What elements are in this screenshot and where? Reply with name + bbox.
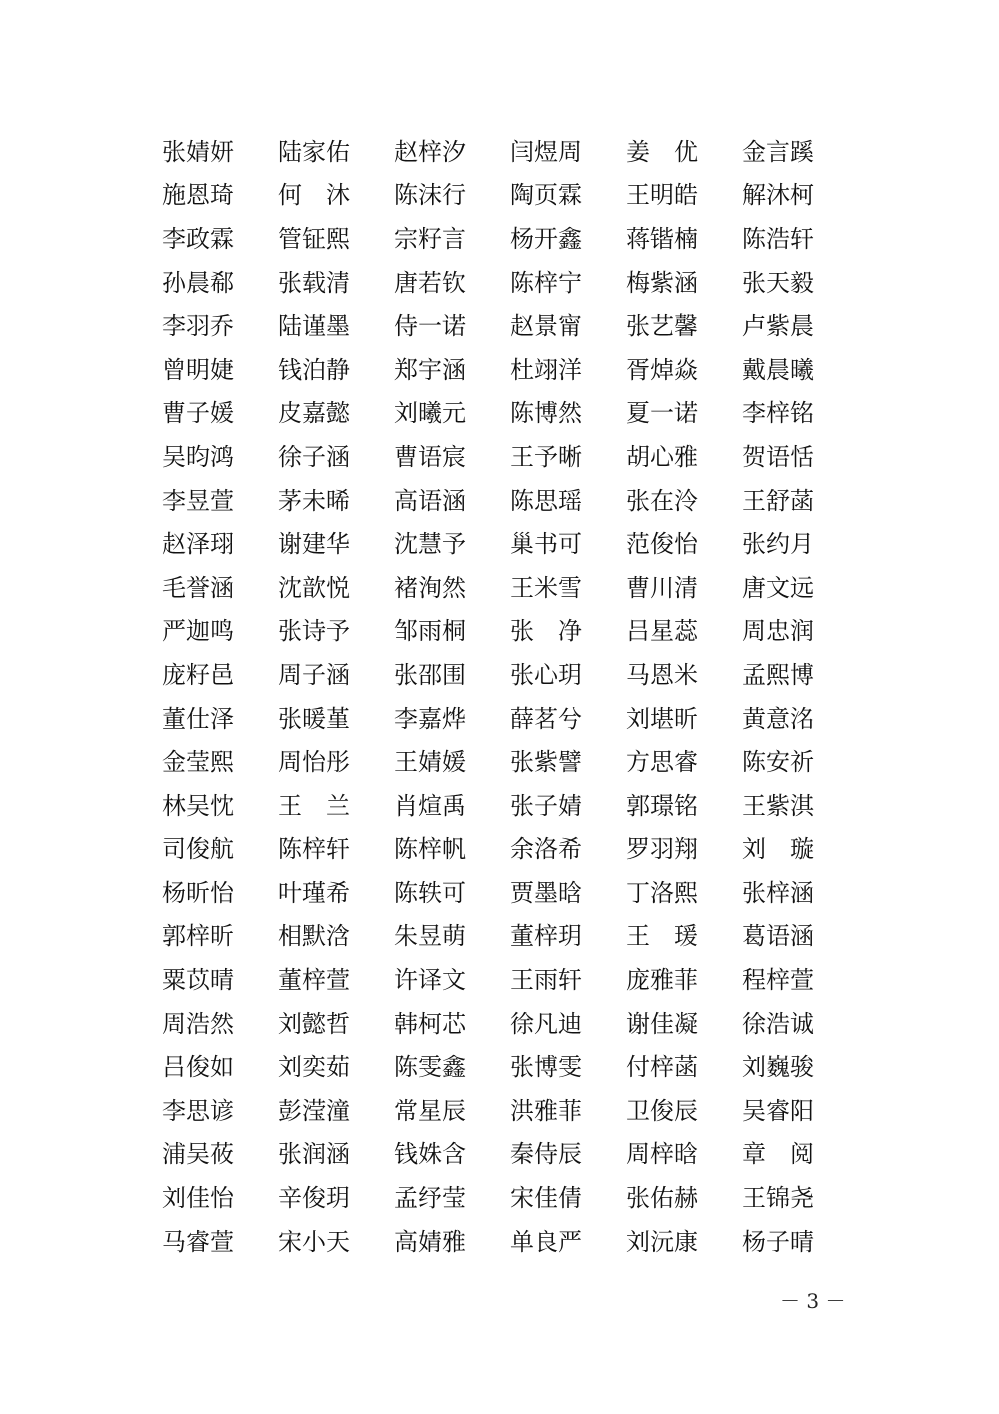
- name-entry: 赵景甯: [510, 312, 582, 341]
- name-entry: 周子涵: [278, 660, 350, 689]
- name-entry: 常星辰: [394, 1096, 466, 1125]
- name-entry: 杨子晴: [742, 1227, 814, 1256]
- name-entry: 金言蹊: [742, 137, 814, 166]
- name-entry: 薛茗兮: [510, 704, 582, 733]
- name-entry: 郭璟铭: [626, 791, 698, 820]
- name-entry: 贾墨晗: [510, 878, 582, 907]
- name-entry: 张邵围: [394, 660, 466, 689]
- name-entry: 茅未晞: [278, 486, 350, 515]
- name-entry: 曾明婕: [162, 355, 234, 384]
- name-entry: 夏一诺: [626, 399, 698, 428]
- name-entry: 郑宇涵: [394, 355, 466, 384]
- name-entry: 毛誉涵: [162, 573, 234, 602]
- name-row: [162, 435, 842, 479]
- name-row: [162, 217, 842, 261]
- name-entry: 王婧媛: [394, 748, 466, 777]
- name-entry: 林吴忱: [162, 791, 234, 820]
- name-entry: 刘懿哲: [278, 1009, 350, 1038]
- name-entry: 蒋锴楠: [626, 224, 698, 253]
- name-entry: 相默浛: [278, 922, 350, 951]
- name-entry: 李羽乔: [162, 312, 234, 341]
- page-number: － 3 －: [780, 1289, 846, 1313]
- name-entry: 胡心雅: [626, 442, 698, 471]
- name-entry: 洪雅菲: [510, 1096, 582, 1125]
- name-entry: 唐若钦: [394, 268, 466, 297]
- name-entry: 沈歆悦: [278, 573, 350, 602]
- name-entry: 张润涵: [278, 1140, 350, 1169]
- name-entry: 董仕泽: [162, 704, 234, 733]
- name-row: [162, 522, 842, 566]
- name-entry: 赵梓汐: [394, 137, 466, 166]
- name-entry: 张梓涵: [742, 878, 814, 907]
- name-entry: 卫俊辰: [626, 1096, 698, 1125]
- name-entry: 皮嘉懿: [278, 399, 350, 428]
- name-entry: 解沐柯: [742, 181, 814, 210]
- name-entry: 黄意洺: [742, 704, 814, 733]
- name-entry: 丁洛熙: [626, 878, 698, 907]
- name-entry: 宋佳倩: [510, 1184, 582, 1213]
- name-entry: 张 净: [510, 617, 582, 646]
- name-entry: 方思睿: [626, 748, 698, 777]
- name-entry: 贺语恬: [742, 442, 814, 471]
- name-entry: 徐浩诚: [742, 1009, 814, 1038]
- name-entry: 章 阅: [742, 1140, 814, 1169]
- name-entry: 褚洵然: [394, 573, 466, 602]
- name-entry: 李政霖: [162, 224, 234, 253]
- name-row: [162, 261, 842, 305]
- name-entry: 张佑赫: [626, 1184, 698, 1213]
- name-entry: 朱昱萌: [394, 922, 466, 951]
- name-row: [162, 130, 842, 174]
- name-entry: 刘堪昕: [626, 704, 698, 733]
- name-entry: 李梓铭: [742, 399, 814, 428]
- name-entry: 庞籽邑: [162, 660, 234, 689]
- name-entry: 陈沫行: [394, 181, 466, 210]
- name-entry: 邹雨桐: [394, 617, 466, 646]
- name-entry: 韩柯芯: [394, 1009, 466, 1038]
- name-entry: 刘奕茹: [278, 1053, 350, 1082]
- name-entry: 司俊航: [162, 835, 234, 864]
- name-entry: 王明皓: [626, 181, 698, 210]
- name-entry: 陈轶可: [394, 878, 466, 907]
- name-entry: 李思谚: [162, 1096, 234, 1125]
- name-entry: 王锦尧: [742, 1184, 814, 1213]
- name-entry: 刘 璇: [742, 835, 814, 864]
- name-entry: 施恩琦: [162, 181, 234, 210]
- name-entry: 张紫譬: [510, 748, 582, 777]
- name-entry: 王予晰: [510, 442, 582, 471]
- name-entry: 吴睿阳: [742, 1096, 814, 1125]
- name-row: [162, 1133, 842, 1177]
- name-entry: 唐文远: [742, 573, 814, 602]
- name-row: [162, 174, 842, 218]
- name-entry: 庞雅菲: [626, 966, 698, 995]
- name-entry: 董梓萱: [278, 966, 350, 995]
- name-entry: 刘佳怡: [162, 1184, 234, 1213]
- name-entry: 陈博然: [510, 399, 582, 428]
- name-entry: 陈浩轩: [742, 224, 814, 253]
- name-entry: 徐子涵: [278, 442, 350, 471]
- name-entry: 钱泊静: [278, 355, 350, 384]
- name-entry: 董梓玥: [510, 922, 582, 951]
- name-entry: 王 瑗: [626, 922, 698, 951]
- name-entry: 孟熙博: [742, 660, 814, 689]
- name-entry: 曹川清: [626, 573, 698, 602]
- name-row: [162, 348, 842, 392]
- name-entry: 肖煊禹: [394, 791, 466, 820]
- name-entry: 付梓菡: [626, 1053, 698, 1082]
- name-row: [162, 566, 842, 610]
- name-entry: 戴晨曦: [742, 355, 814, 384]
- name-entry: 何 沐: [278, 181, 350, 210]
- name-entry: 曹语宸: [394, 442, 466, 471]
- name-entry: 刘曦元: [394, 399, 466, 428]
- name-row: [162, 653, 842, 697]
- name-entry: 卢紫晨: [742, 312, 814, 341]
- name-row: [162, 1176, 842, 1220]
- name-entry: 粟苡晴: [162, 966, 234, 995]
- name-entry: 孟纾莹: [394, 1184, 466, 1213]
- name-entry: 张博雯: [510, 1053, 582, 1082]
- name-entry: 张诗予: [278, 617, 350, 646]
- name-entry: 杜翊洋: [510, 355, 582, 384]
- name-row: [162, 828, 842, 872]
- name-entry: 谢建华: [278, 530, 350, 559]
- name-entry: 胥焯焱: [626, 355, 698, 384]
- name-entry: 李嘉烨: [394, 704, 466, 733]
- name-entry: 高语涵: [394, 486, 466, 515]
- name-entry: 赵泽珝: [162, 530, 234, 559]
- name-row: [162, 871, 842, 915]
- name-entry: 张艺馨: [626, 312, 698, 341]
- name-entry: 张暖堇: [278, 704, 350, 733]
- name-entry: 闫煜周: [510, 137, 582, 166]
- name-row: [162, 740, 842, 784]
- name-row: [162, 1045, 842, 1089]
- name-entry: 沈慧予: [394, 530, 466, 559]
- name-entry: 周忠润: [742, 617, 814, 646]
- name-row: [162, 915, 842, 959]
- name-entry: 彭滢潼: [278, 1096, 350, 1125]
- name-row: [162, 1089, 842, 1133]
- name-entry: 浦吴莜: [162, 1140, 234, 1169]
- name-entry: 秦侍辰: [510, 1140, 582, 1169]
- name-entry: 周浩然: [162, 1009, 234, 1038]
- name-entry: 马恩米: [626, 660, 698, 689]
- name-entry: 巢书可: [510, 530, 582, 559]
- name-entry: 余洛希: [510, 835, 582, 864]
- name-entry: 姜 优: [626, 137, 698, 166]
- name-entry: 张载清: [278, 268, 350, 297]
- name-row: [162, 392, 842, 436]
- name-entry: 王紫淇: [742, 791, 814, 820]
- name-entry: 葛语涵: [742, 922, 814, 951]
- name-entry: 许译文: [394, 966, 466, 995]
- name-entry: 梅紫涵: [626, 268, 698, 297]
- name-row: [162, 784, 842, 828]
- name-entry: 刘巍骏: [742, 1053, 814, 1082]
- name-entry: 高婧雅: [394, 1227, 466, 1256]
- name-entry: 王米雪: [510, 573, 582, 602]
- name-entry: 马睿萱: [162, 1227, 234, 1256]
- name-entry: 陈雯鑫: [394, 1053, 466, 1082]
- name-entry: 王 兰: [278, 791, 350, 820]
- name-entry: 谢佳凝: [626, 1009, 698, 1038]
- name-entry: 张心玥: [510, 660, 582, 689]
- name-entry: 严迦鸣: [162, 617, 234, 646]
- name-entry: 范俊怡: [626, 530, 698, 559]
- name-row: [162, 1002, 842, 1046]
- name-entry: 程梓萱: [742, 966, 814, 995]
- name-entry: 吕星蕊: [626, 617, 698, 646]
- name-entry: 陈思瑶: [510, 486, 582, 515]
- name-entry: 管钲熙: [278, 224, 350, 253]
- name-row: [162, 479, 842, 523]
- name-entry: 曹子媛: [162, 399, 234, 428]
- name-row: [162, 958, 842, 1002]
- name-entry: 王雨轩: [510, 966, 582, 995]
- name-entry: 郭梓昕: [162, 922, 234, 951]
- name-entry: 王舒菡: [742, 486, 814, 515]
- name-entry: 陈安祈: [742, 748, 814, 777]
- name-entry: 孙晨郗: [162, 268, 234, 297]
- name-entry: 吕俊如: [162, 1053, 234, 1082]
- name-row: [162, 1220, 842, 1264]
- name-entry: 吴昀鸿: [162, 442, 234, 471]
- name-entry: 杨昕怡: [162, 878, 234, 907]
- name-entry: 辛俊玥: [278, 1184, 350, 1213]
- name-entry: 金莹熙: [162, 748, 234, 777]
- name-entry: 张子婧: [510, 791, 582, 820]
- name-entry: 陶页霖: [510, 181, 582, 210]
- name-entry: 张在泠: [626, 486, 698, 515]
- name-entry: 陆家佑: [278, 137, 350, 166]
- name-entry: 陆谨墨: [278, 312, 350, 341]
- name-entry: 陈梓轩: [278, 835, 350, 864]
- name-entry: 侍一诺: [394, 312, 466, 341]
- name-entry: 宗籽言: [394, 224, 466, 253]
- name-entry: 徐凡迪: [510, 1009, 582, 1038]
- name-entry: 杨开鑫: [510, 224, 582, 253]
- name-row: [162, 610, 842, 654]
- name-entry: 陈梓宁: [510, 268, 582, 297]
- name-entry: 单良严: [510, 1227, 582, 1256]
- name-entry: 陈梓帆: [394, 835, 466, 864]
- name-entry: 叶瑾希: [278, 878, 350, 907]
- name-entry: 张约月: [742, 530, 814, 559]
- name-row: [162, 697, 842, 741]
- name-entry: 周怡彤: [278, 748, 350, 777]
- name-entry: 刘沅康: [626, 1227, 698, 1256]
- name-entry: 钱姝含: [394, 1140, 466, 1169]
- name-entry: 罗羽翔: [626, 835, 698, 864]
- name-entry: 李昱萱: [162, 486, 234, 515]
- name-entry: 周梓晗: [626, 1140, 698, 1169]
- name-entry: 张天毅: [742, 268, 814, 297]
- name-row: [162, 304, 842, 348]
- name-list-grid: [162, 130, 842, 1263]
- name-entry: 张婧妍: [162, 137, 234, 166]
- name-entry: 宋小天: [278, 1227, 350, 1256]
